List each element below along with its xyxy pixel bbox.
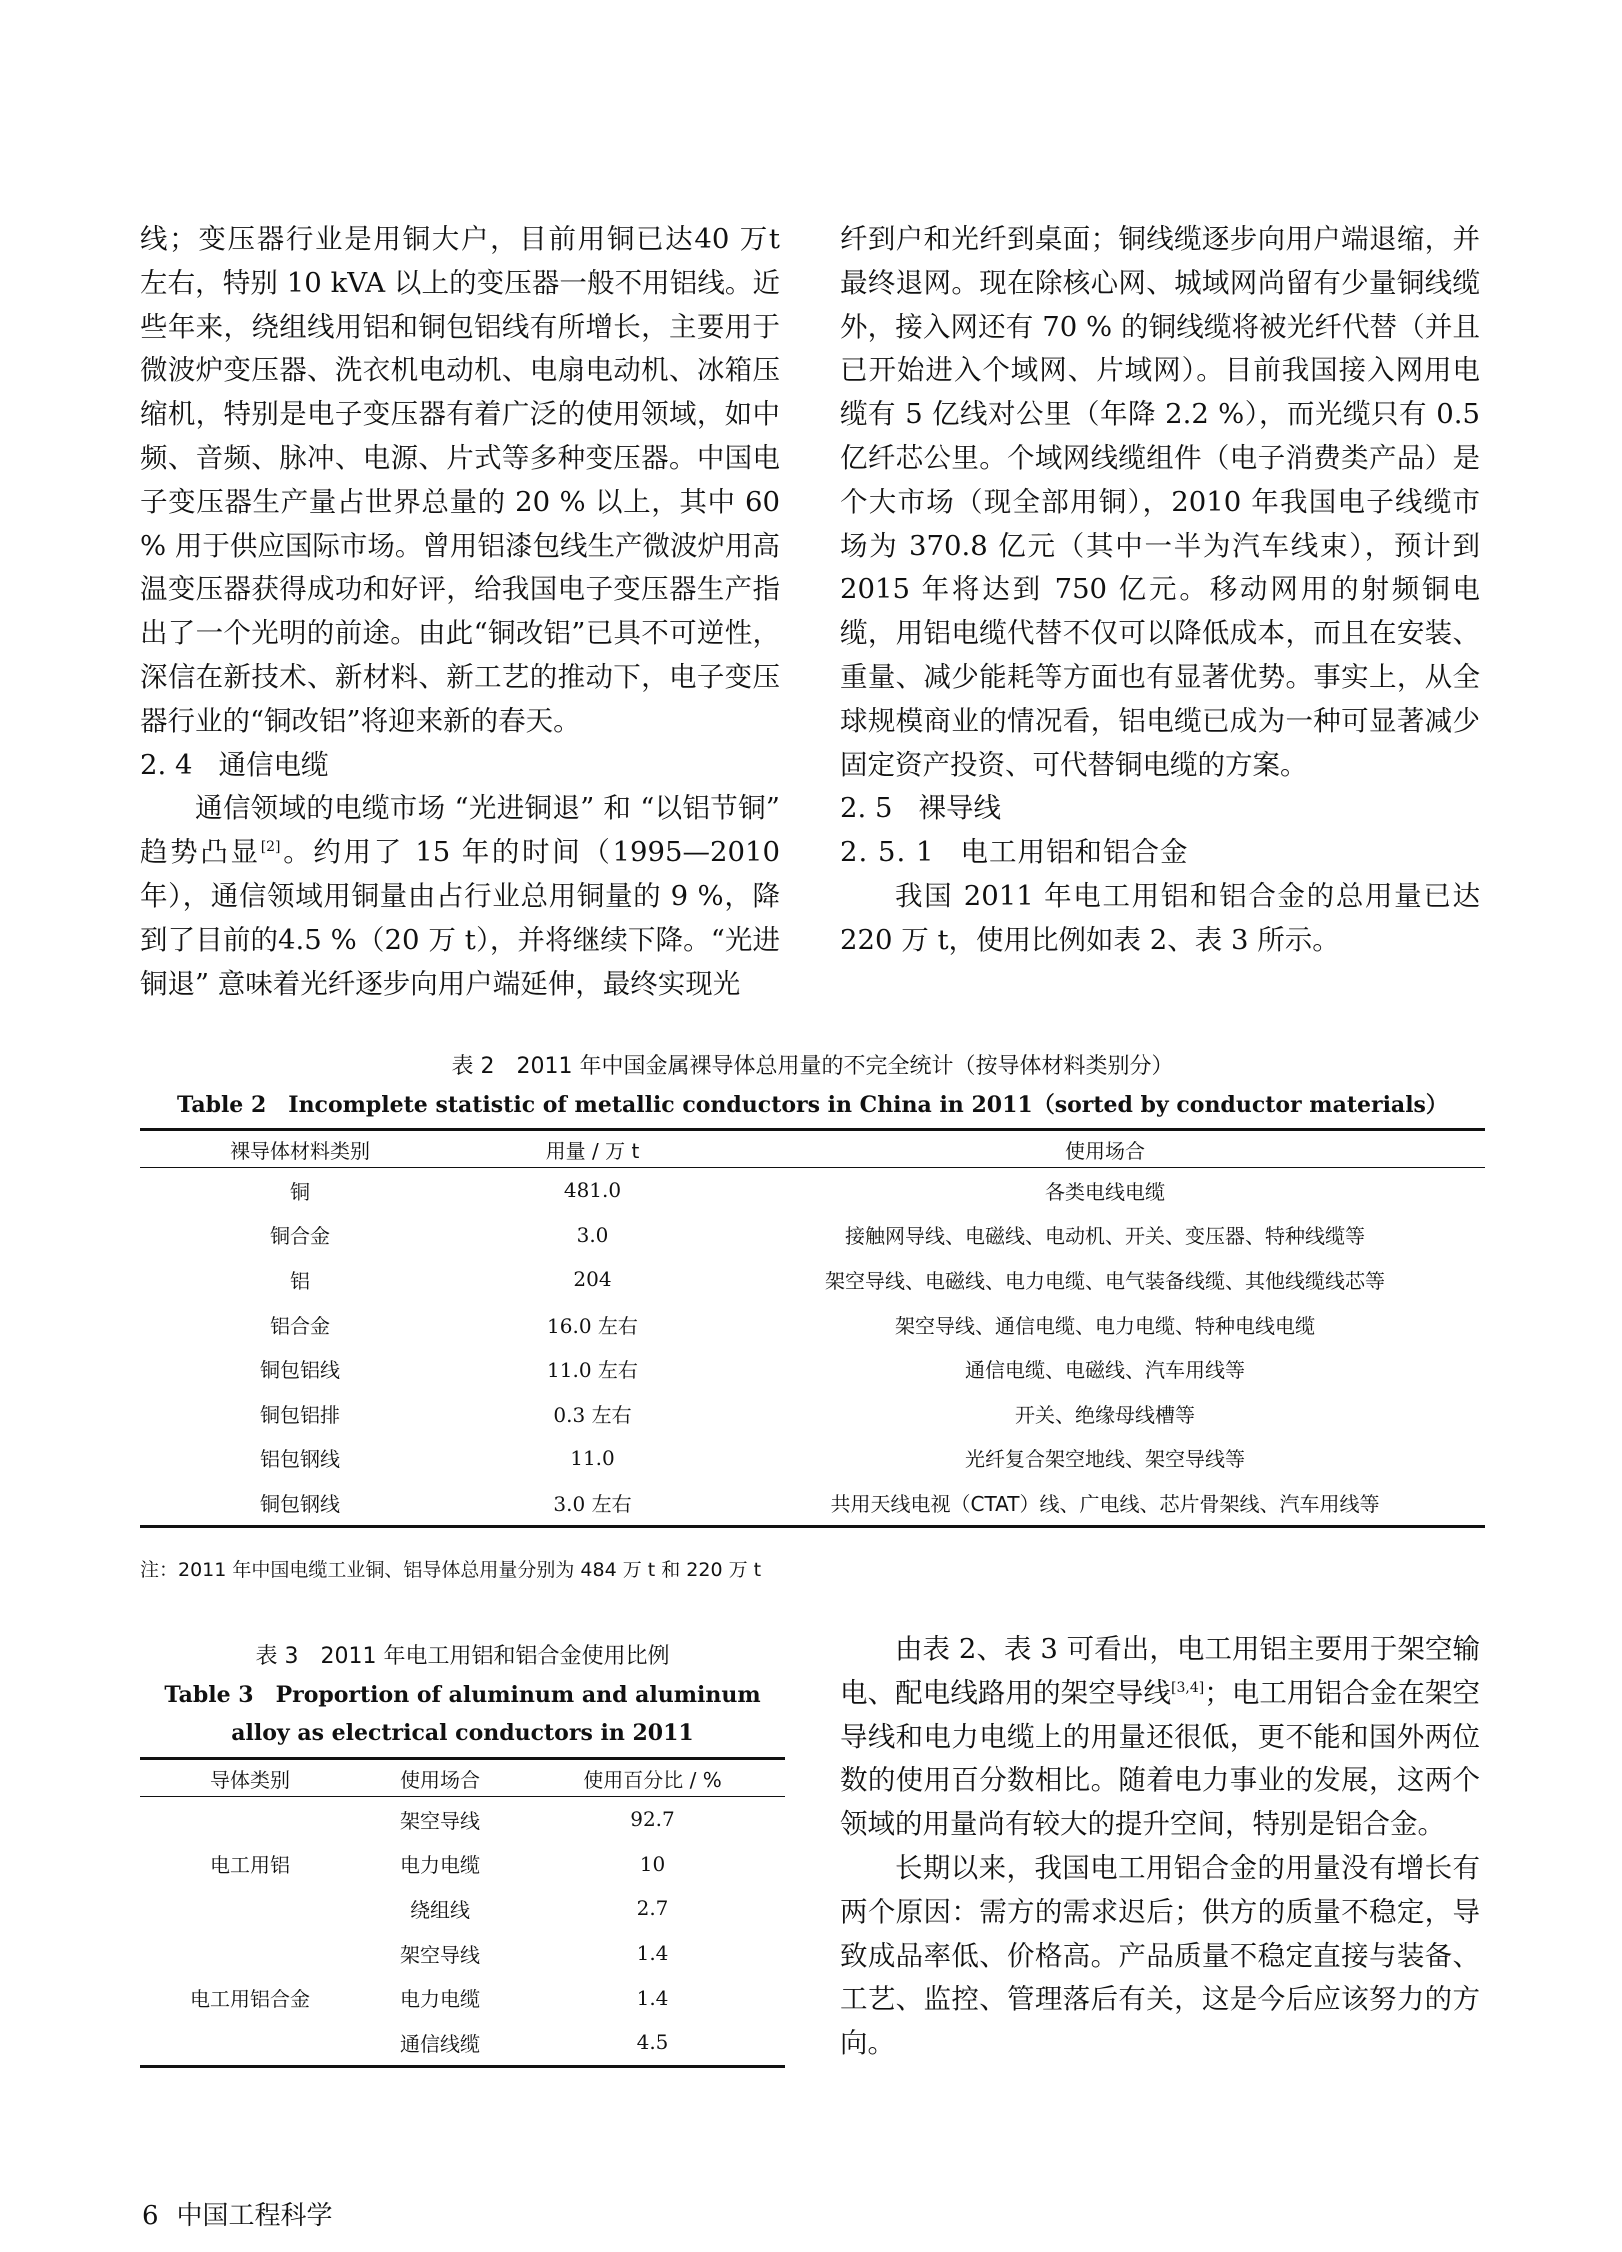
table-cell: 3.0 左右 <box>553 1491 632 1516</box>
table-cell: 204 <box>573 1267 612 1292</box>
table-header-row <box>140 1130 1485 1168</box>
table-row <box>140 1391 1485 1436</box>
table-cell: 电力电缆 <box>400 1987 480 2012</box>
left-column <box>140 218 780 1006</box>
table-row <box>140 1257 1485 1302</box>
table-cell: 光纤复合架空地线、架空导线等 <box>965 1447 1245 1472</box>
table-cell: 架空导线 <box>400 1808 480 1833</box>
table-cell: 架空导线、通信电缆、电力电缆、特种电线电缆 <box>895 1313 1315 1338</box>
table-cell: 2.7 <box>636 1896 669 1921</box>
citation-ref[interactable]: [2] <box>260 839 281 856</box>
table-cell: 11.0 左右 <box>547 1358 638 1383</box>
table-cell: 铜合金 <box>270 1224 330 1249</box>
section-number: 2. 4 <box>140 748 193 781</box>
column-header: 用量 / 万 t <box>460 1130 725 1168</box>
table-cell: 绕组线 <box>410 1897 470 1922</box>
table-cell: 开关、绝缘母线槽等 <box>1015 1402 1195 1427</box>
table-row <box>140 1797 785 1842</box>
section-title: 裸导线 <box>918 792 1001 825</box>
table-cell: 92.7 <box>630 1807 675 1832</box>
column-header: 导体类别 <box>140 1759 360 1797</box>
table3-caption <box>140 1638 785 1752</box>
category-cell: 电工用铝合金 <box>190 1987 310 2012</box>
table3 <box>140 1757 785 2068</box>
table-cell: 电力电缆 <box>400 1853 480 1878</box>
table-row <box>140 1436 1485 1481</box>
section-heading-2-5 <box>840 787 1480 831</box>
paragraph-text: 通信领域的电缆市场 “光进铜退” 和 “以铝节铜” 趋势凸显 <box>140 792 780 869</box>
table2-caption-en: Table 2 Incomplete statistic of metallic conductors in China in 2011（sorted by conductor materials） <box>177 1092 1448 1118</box>
paragraph: 长期以来，我国电工用铝合金的用量没有增长有两个原因：需方的需求迟后；供方的质量不稳定，导致成品率低、价格高。产品质量不稳定直接与装备、工艺、监控、管理落后有关，这是今后应该努力的方向。 <box>840 1851 1480 2060</box>
table-cell: 11.0 <box>570 1445 615 1470</box>
table-row <box>140 1213 1485 1258</box>
table-cell: 共用天线电视（CTAT）线、广电线、芯片骨架线、汽车用线等 <box>830 1491 1380 1516</box>
table-cell: 4.5 <box>636 2030 669 2055</box>
citation-ref[interactable]: [3,4] <box>1171 1679 1205 1696</box>
table-cell: 10 <box>639 1851 666 1876</box>
table-cell: 架空导线 <box>400 1942 480 1967</box>
table-cell: 481.0 <box>563 1178 622 1203</box>
paragraph <box>840 1628 1480 1847</box>
table-cell: 铜包铝线 <box>260 1358 340 1383</box>
table-row <box>140 1480 1485 1526</box>
column-header: 使用场合 <box>725 1130 1485 1168</box>
paragraph-text: 由表 2、表 3 可看出，电工用铝主要用于架空输电、配电线路用的架空导线 <box>840 1633 1480 1709</box>
column-header: 使用场合 <box>360 1759 520 1797</box>
table-cell: 1.4 <box>636 1985 669 2010</box>
table3-caption-en-line1: Table 3 Proportion of aluminum and aluminum <box>164 1682 761 1708</box>
table-cell: 铝 <box>290 1268 310 1293</box>
table-cell: 铜包铝排 <box>260 1402 340 1427</box>
right-column-top <box>840 218 1480 963</box>
subsection-title: 电工用铝和铝合金 <box>960 836 1189 869</box>
table-cell: 16.0 左右 <box>547 1313 638 1338</box>
page-footer <box>142 2195 333 2232</box>
column-header: 使用百分比 / % <box>520 1759 785 1797</box>
table-cell: 铜 <box>290 1179 310 1204</box>
paragraph-text: ；电工用铝合金在架空导线和电力电缆上的用量还很低，更不能和国外两位数的使用百分数相比。随着电力事业的发展，这两个领域的用量尚有较大的提升空间，特别是铝合金。 <box>840 1676 1481 1841</box>
subsection-heading-2-5-1 <box>840 831 1480 875</box>
table2-caption <box>140 1048 1485 1124</box>
table-row <box>140 1931 785 1976</box>
page-number: 6 <box>142 2201 159 2231</box>
section-heading-2-4 <box>140 744 780 788</box>
table2-caption-cn: 表 2 2011 年中国金属裸导体总用量的不完全统计（按导体材料类别分） <box>451 1054 1174 1079</box>
table-row <box>140 1168 1485 1213</box>
table2-note: 注：2011 年中国电缆工业铜、铝导体总用量分别为 484 万 t 和 220 万 t <box>140 1559 762 1581</box>
column-header: 裸导体材料类别 <box>140 1130 460 1168</box>
paragraph: 我国 2011 年电工用铝和铝合金的总用量已达 220 万 t，使用比例如表 2、表 3 所示。 <box>840 879 1480 956</box>
paragraph-text: 。约用了 15 年的时间（1995—2010 年），通信领域用铜量由占行业总用铜量的 9 %，降到了目前的4.5 %（20 万 t），并将继续下降。“光进铜退” 意味着光纤逐步向用户端延伸，最终实现光 <box>140 836 781 1000</box>
table-row <box>140 1302 1485 1347</box>
table3-caption-cn: 表 3 2011 年电工用铝和铝合金使用比例 <box>255 1644 670 1669</box>
paragraph <box>140 787 780 1006</box>
table-row <box>140 1346 1485 1391</box>
table-cell: 铝包钢线 <box>260 1447 340 1472</box>
table-cell: 1.4 <box>636 1941 669 1966</box>
table-cell: 铜包钢线 <box>260 1491 340 1516</box>
section-title: 通信电缆 <box>218 748 329 781</box>
table-cell: 3.0 <box>576 1222 609 1247</box>
paragraph: 线；变压器行业是用铜大户，目前用铜已达40 万t 左右，特别 10 kVA 以上的变压器一般不用铝线。近些年来，绕组线用铝和铜包铝线有所增长，主要用于微波炉变压器、洗衣机电动机、电扇电动机、冰箱压缩机，特别是电子变压器有着广泛的使用领域，如中频、音频、脉冲、电源、片式等多种变压器。中国电子变压器生产量占世界总量的 20 % 以上，其中 60 % 用于供应国际市场。曾用铝漆包线生产微波炉用高温变压器获得成功和好评，给我国电子变压器生产指出了一个光明的前途。由此“铜改铝”已具不可逆性，深信在新技术、新材料、新工艺的推动下，电子变压器行业的“铜改铝”将迎来新的春天。 <box>140 223 780 737</box>
table-header-row <box>140 1759 785 1797</box>
table2 <box>140 1128 1485 1528</box>
table-cell: 各类电线电缆 <box>1045 1179 1165 1204</box>
table-cell: 通信线缆 <box>400 2031 480 2056</box>
category-cell: 电工用铝 <box>210 1853 290 1878</box>
paragraph: 纤到户和光纤到桌面；铜线缆逐步向用户端退缩，并最终退网。现在除核心网、城域网尚留有少量铜线缆外，接入网还有 70 % 的铜线缆将被光纤代替（并且已开始进入个域网、片域网）。目前我国接入网用电缆有 5 亿线对公里（年降 2.2 %），而光缆只有 0.5 亿纤芯公里。个域网线缆组件（电子消费类产品）是个大市场（现全部用铜），2010 年我国电子线缆市场为 370.8 亿元（其中一半为汽车线束），预计到 2015 年将达到 750 亿元。移动网用的射频铜电缆，用铝电缆代替不仅可以降低成本，而且在安装、重量、减少能耗等方面也有显著优势。事实上，从全球规模商业的情况看，铝电缆已成为一种可显著减少固定资产投资、可代替铜电缆的方案。 <box>840 223 1480 781</box>
table-cell: 通信电缆、电磁线、汽车用线等 <box>965 1358 1245 1383</box>
table-cell: 0.3 左右 <box>553 1402 632 1427</box>
journal-name: 中国工程科学 <box>176 2201 333 2231</box>
table3-caption-en-line2: alloy as electrical conductors in 2011 <box>231 1720 694 1746</box>
table-cell: 铝合金 <box>270 1313 330 1338</box>
section-number: 2. 5 <box>840 792 893 825</box>
subsection-number: 2. 5. 1 <box>840 836 935 869</box>
right-column-bottom <box>840 1628 1480 2066</box>
table-cell: 架空导线、电磁线、电力电缆、电气装备线缆、其他线缆线芯等 <box>825 1268 1385 1293</box>
table-cell: 接触网导线、电磁线、电动机、开关、变压器、特种线缆等 <box>845 1224 1365 1249</box>
